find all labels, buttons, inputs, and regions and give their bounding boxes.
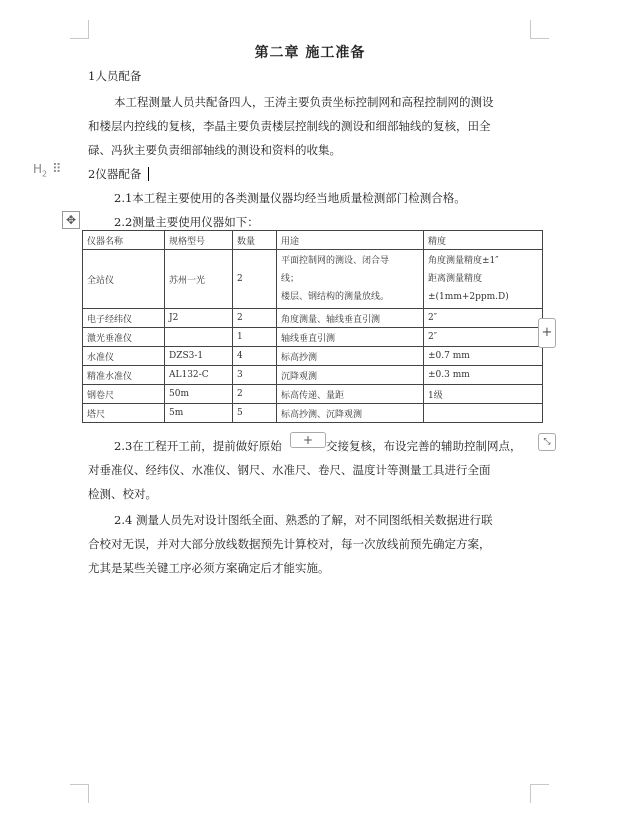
table-row bbox=[83, 328, 543, 347]
table-cell[interactable]: 全站仪 bbox=[83, 250, 165, 309]
paragraph-2-3-line-3[interactable]: 检测、校对。 bbox=[88, 487, 157, 501]
table-cell[interactable]: 标高抄测、沉降观测 bbox=[277, 404, 424, 423]
table-cell[interactable]: 塔尺 bbox=[83, 404, 165, 423]
table-move-icon[interactable]: ✥ bbox=[62, 211, 80, 229]
instrument-table[interactable] bbox=[82, 230, 543, 423]
crop-mark-top-left bbox=[70, 20, 89, 39]
header-cell[interactable]: 仪器名称 bbox=[83, 231, 165, 250]
table-cell[interactable]: 标高传递、量距 bbox=[277, 385, 424, 404]
cell-line: 线； bbox=[281, 274, 300, 284]
table-cell[interactable]: 2″ bbox=[424, 328, 543, 347]
paragraph-2-4-line-2[interactable]: 合校对无误，并对大部分放线数据预先计算校对，每一次放线前预先确定方案， bbox=[88, 537, 491, 551]
table-cell[interactable]: 2 bbox=[233, 250, 277, 309]
paragraph-2-3-line-1a[interactable]: 2.3在工程开工前，提前做好原始 bbox=[114, 439, 282, 453]
table-row bbox=[83, 309, 543, 328]
heading-style-indicator[interactable]: $H_2$ bbox=[33, 162, 48, 179]
add-column-button[interactable]: + bbox=[538, 318, 556, 348]
table-cell[interactable]: 沉降观测 bbox=[277, 366, 424, 385]
table-row bbox=[83, 404, 543, 423]
table-cell[interactable]: DZS3-1 bbox=[165, 347, 233, 366]
text-cursor bbox=[148, 167, 149, 181]
paragraph-2-3-line-1b[interactable]: 交接复核，布设完善的辅助控制网点， bbox=[326, 439, 522, 453]
table-cell[interactable]: 1 bbox=[233, 328, 277, 347]
table-cell[interactable]: 电子经纬仪 bbox=[83, 309, 165, 328]
table-cell[interactable] bbox=[424, 250, 543, 309]
table-header-row bbox=[83, 231, 543, 250]
table-cell[interactable]: 苏州一光 bbox=[165, 250, 233, 309]
table-row bbox=[83, 347, 543, 366]
crop-mark-top-right bbox=[530, 20, 549, 39]
chapter-title[interactable]: 第二章 施工准备 bbox=[254, 45, 366, 61]
drag-handle-icon[interactable]: ⠿ bbox=[52, 162, 60, 177]
table-cell[interactable]: 5m bbox=[165, 404, 233, 423]
table-cell[interactable]: ±0.7 mm bbox=[424, 347, 543, 366]
table-cell[interactable]: 2″ bbox=[424, 309, 543, 328]
cell-line: 楼层、钢结构的测量放线。 bbox=[281, 292, 390, 302]
table-cell[interactable]: 钢卷尺 bbox=[83, 385, 165, 404]
table-cell[interactable] bbox=[277, 250, 424, 309]
table-row bbox=[83, 250, 543, 309]
table-cell[interactable]: 50m bbox=[165, 385, 233, 404]
table-cell[interactable]: 精准水准仪 bbox=[83, 366, 165, 385]
section1-line-3[interactable]: 碌、冯狄主要负责细部轴线的测设和资料的收集。 bbox=[88, 143, 341, 157]
table-cell[interactable]: 4 bbox=[233, 347, 277, 366]
paragraph-2-1[interactable]: 2.1本工程主要使用的各类测量仪器均经当地质量检测部门检测合格。 bbox=[114, 191, 466, 205]
table-cell[interactable]: 1级 bbox=[424, 385, 543, 404]
table-row bbox=[83, 385, 543, 404]
cell-line: 角度测量精度±1″ bbox=[428, 256, 499, 266]
table-cell[interactable]: 2 bbox=[233, 385, 277, 404]
section2-heading[interactable]: 2仪器配备 bbox=[88, 167, 142, 181]
header-cell[interactable]: 精度 bbox=[424, 231, 543, 250]
cell-line: 距离测量精度 bbox=[428, 274, 483, 284]
table-cell[interactable]: 5 bbox=[233, 404, 277, 423]
table-cell[interactable]: J2 bbox=[165, 309, 233, 328]
crop-mark-bottom-right bbox=[530, 784, 549, 803]
cell-line: ±(1mm+2ppm.D) bbox=[428, 292, 509, 302]
header-cell[interactable]: 用途 bbox=[277, 231, 424, 250]
table-row bbox=[83, 366, 543, 385]
section1-line-1[interactable]: 本工程测量人员共配备四人，王涛主要负责坐标控制网和高程控制网的测设 bbox=[114, 95, 494, 109]
table-cell[interactable]: 激光垂准仪 bbox=[83, 328, 165, 347]
paragraph-2-3-line-2[interactable]: 对垂准仪、经纬仪、水准仪、钢尺、水准尺、卷尺、温度计等测量工具进行全面 bbox=[88, 463, 491, 477]
table-cell[interactable]: 水准仪 bbox=[83, 347, 165, 366]
header-cell[interactable]: 规格型号 bbox=[165, 231, 233, 250]
paragraph-2-4-line-1[interactable]: 2.4 测量人员先对设计图纸全面、熟悉的了解，对不同图纸相关数据进行联 bbox=[114, 513, 493, 527]
paragraph-2-2[interactable]: 2.2测量主要使用仪器如下： bbox=[114, 215, 259, 229]
table-cell[interactable]: ±0.3 mm bbox=[424, 366, 543, 385]
section1-heading[interactable]: 1人员配备 bbox=[88, 69, 142, 83]
header-cell[interactable]: 数量 bbox=[233, 231, 277, 250]
table-cell[interactable]: AL132-C bbox=[165, 366, 233, 385]
table-cell[interactable]: 2 bbox=[233, 309, 277, 328]
table-cell[interactable]: 3 bbox=[233, 366, 277, 385]
table-resize-icon[interactable]: ⤡ bbox=[538, 433, 556, 451]
add-row-button[interactable]: + bbox=[290, 432, 326, 448]
cell-line: 平面控制网的测设、闭合导 bbox=[281, 256, 390, 266]
table-cell[interactable]: 角度测量、轴线垂直引测 bbox=[277, 309, 424, 328]
table-cell[interactable]: 轴线垂直引测 bbox=[277, 328, 424, 347]
table-cell[interactable]: 标高抄测 bbox=[277, 347, 424, 366]
table-cell[interactable] bbox=[424, 404, 543, 423]
table-cell[interactable] bbox=[165, 328, 233, 347]
section1-line-2[interactable]: 和楼层内控线的复核，李晶主要负责楼层控制线的测设和细部轴线的复核，田全 bbox=[88, 119, 491, 133]
crop-mark-bottom-left bbox=[70, 784, 89, 803]
paragraph-2-4-line-3[interactable]: 尤其是某些关键工序必须方案确定后才能实施。 bbox=[88, 561, 330, 575]
